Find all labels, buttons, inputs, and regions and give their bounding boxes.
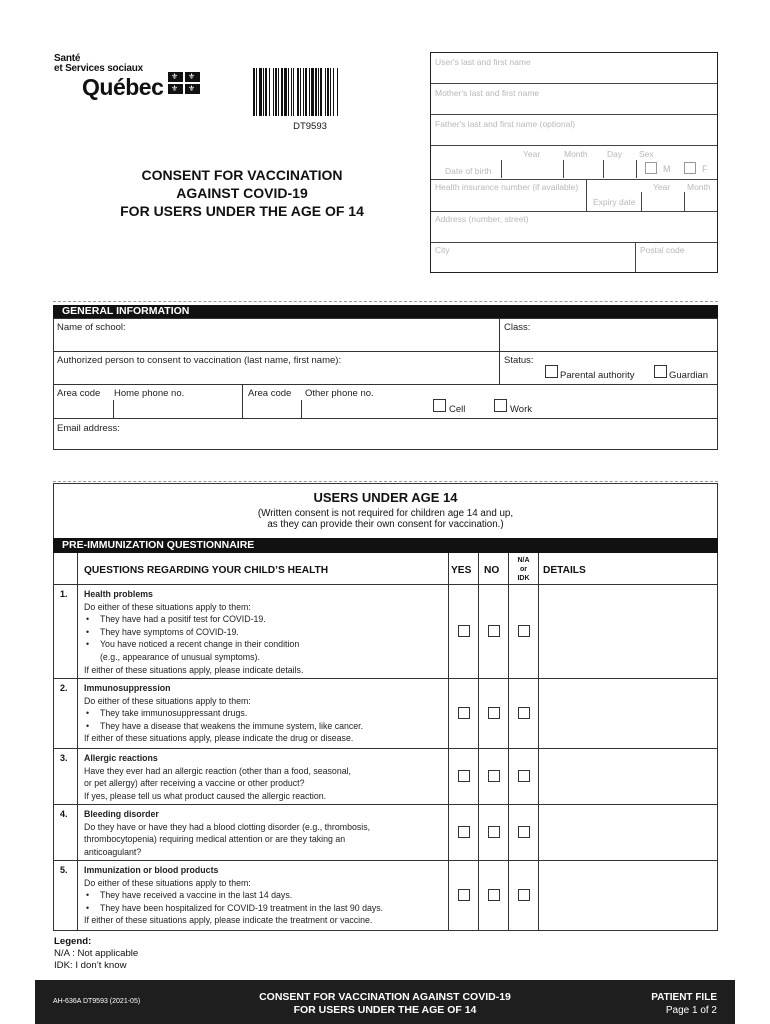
question-row-3 xyxy=(54,749,717,805)
legend xyxy=(54,936,138,972)
expiry-label: Expiry date xyxy=(593,197,636,207)
class-label: Class: xyxy=(504,322,531,333)
q4-na-idk-checkbox[interactable] xyxy=(518,826,530,838)
logo-quebec: Québec xyxy=(82,74,164,100)
barcode xyxy=(253,68,367,132)
expiry-month-label: Month xyxy=(687,182,711,192)
question-title: Health problems xyxy=(84,589,153,599)
authorized-person-field[interactable] xyxy=(54,352,500,385)
questionnaire-header: PRE-IMMUNIZATION QUESTIONNAIRE xyxy=(53,538,718,553)
email-label: Email address: xyxy=(57,423,120,434)
form-title xyxy=(100,166,384,220)
footer-page: Page 1 of 2 xyxy=(665,1005,717,1016)
question-line: thrombocytopenia) requiring medical attention or are they taking an xyxy=(84,834,346,845)
col-no: NO xyxy=(484,565,500,576)
logo xyxy=(54,54,204,104)
dob-year-label: Year xyxy=(523,149,541,159)
question-line: or pet allergy) after receiving a vaccine or other product? xyxy=(84,778,305,789)
question-row-4 xyxy=(54,805,717,861)
footer-code: AH-636A DT9593 (2021-05) xyxy=(53,998,141,1005)
question-bullet xyxy=(84,720,446,733)
city-field[interactable] xyxy=(431,243,635,272)
users-title: USERS UNDER AGE 14 xyxy=(313,490,458,505)
col-na: N/A xyxy=(517,557,530,564)
barcode-bar xyxy=(327,68,329,116)
question-line: anticoagulant? xyxy=(84,846,142,857)
q5-na-idk-checkbox[interactable] xyxy=(518,889,530,901)
question-row-5 xyxy=(54,861,717,931)
question-row-1 xyxy=(54,585,717,679)
expiry-year-label: Year xyxy=(653,182,671,192)
question-bullet xyxy=(84,889,446,902)
address-field[interactable] xyxy=(431,212,717,243)
logo-services: et Services sociaux xyxy=(54,63,144,74)
work-checkbox[interactable] xyxy=(494,399,507,412)
home-phone-label: Home phone no. xyxy=(114,388,185,399)
barcode-bar xyxy=(278,68,279,116)
legend-idk: IDK: I don’t know xyxy=(54,960,127,971)
q3-yes-checkbox[interactable] xyxy=(458,770,470,782)
footer-title-1: CONSENT FOR VACCINATION AGAINST COVID-19 xyxy=(259,991,511,1003)
footer-patient-file: PATIENT FILE xyxy=(651,992,717,1003)
col-questions: QUESTIONS REGARDING YOUR CHILD’S HEALTH xyxy=(84,565,329,576)
barcode-bar xyxy=(273,68,274,116)
barcode-bar xyxy=(315,68,317,116)
q2-na-idk-checkbox[interactable] xyxy=(518,707,530,719)
q5-yes-checkbox[interactable] xyxy=(458,889,470,901)
barcode-bar xyxy=(325,68,326,116)
col-yes: YES xyxy=(451,565,472,576)
question-line: Do either of these situations apply to them: xyxy=(84,601,251,612)
col-details: DETAILS xyxy=(543,565,586,576)
barcode-bar xyxy=(269,68,270,116)
quebec-flag-icon: ⚜ ⚜ ⚜ ⚜ xyxy=(168,72,200,94)
guardian-label: Guardian xyxy=(669,370,709,381)
q2-details-field[interactable] xyxy=(539,679,717,749)
question-line: Do either of these situations apply to them: xyxy=(84,877,251,888)
users-note-1: (Written consent is not required for children age 14 and up, xyxy=(257,508,514,519)
area-code-label-2: Area code xyxy=(248,388,292,399)
question-number: 4. xyxy=(60,809,68,819)
postal-code-field[interactable] xyxy=(635,243,717,272)
user-id-box xyxy=(430,52,718,273)
sex-label: Sex xyxy=(639,149,654,159)
q4-yes-checkbox[interactable] xyxy=(458,826,470,838)
postal-code-label: Postal code xyxy=(640,245,685,255)
bullet-icon: • xyxy=(86,614,90,625)
legend-na: N/A : Not applicable xyxy=(54,948,139,959)
question-line: Do either of these situations apply to them: xyxy=(84,695,251,706)
question-number: 2. xyxy=(60,683,68,693)
email-field[interactable] xyxy=(54,419,717,449)
class-field[interactable] xyxy=(500,319,717,352)
city-label: City xyxy=(435,245,450,255)
home-phone-field[interactable] xyxy=(114,400,242,418)
q2-yes-checkbox[interactable] xyxy=(458,707,470,719)
barcode-bar xyxy=(311,68,314,116)
q3-no-checkbox[interactable] xyxy=(488,770,500,782)
dob-row xyxy=(431,146,717,180)
authorized-person-label: Authorized person to consent to vaccination (last name, first name): xyxy=(57,355,342,366)
bullet-text: You have noticed a recent change in their condition xyxy=(100,639,300,650)
q1-yes-checkbox[interactable] xyxy=(458,625,470,637)
title-line-2: AGAINST COVID-19 xyxy=(176,185,308,201)
barcode-text: DT9593 xyxy=(293,121,327,132)
question-title: Immunization or blood products xyxy=(84,865,219,875)
dob-day-label: Day xyxy=(607,149,623,159)
bullet-icon: • xyxy=(86,626,90,637)
logo-sante: Santé xyxy=(54,53,81,64)
footer-title-2: FOR USERS UNDER THE AGE OF 14 xyxy=(293,1004,477,1016)
parental-authority-label: Parental authority xyxy=(560,370,635,381)
bullet-text: They have received a vaccine in the last 14 days. xyxy=(100,890,293,901)
question-line: Have they ever had an allergic reaction (other than a food, seasonal, xyxy=(84,765,352,776)
bullet-text: They have symptoms of COVID-19. xyxy=(100,626,239,637)
phone-row xyxy=(54,385,717,419)
bullet-icon: • xyxy=(86,890,90,901)
question-line: (e.g., appearance of unusual symptoms). xyxy=(100,651,260,662)
dob-year-field[interactable] xyxy=(501,160,563,178)
barcode-bar xyxy=(275,68,277,116)
bullet-icon: • xyxy=(86,639,90,650)
question-title: Bleeding disorder xyxy=(84,809,159,819)
school-label: Name of school: xyxy=(57,322,126,333)
other-phone-label: Other phone no. xyxy=(305,388,374,399)
title-line-3: FOR USERS UNDER THE AGE OF 14 xyxy=(120,203,364,219)
mother-name-label: Mother's last and first name xyxy=(435,88,540,98)
q2-no-checkbox[interactable] xyxy=(488,707,500,719)
question-number: 3. xyxy=(60,753,68,763)
q5-no-checkbox[interactable] xyxy=(488,889,500,901)
home-area-code-field[interactable] xyxy=(54,400,114,418)
barcode-bar xyxy=(305,68,307,116)
q1-no-checkbox[interactable] xyxy=(488,625,500,637)
sex-f-checkbox[interactable] xyxy=(684,162,696,174)
bullet-icon: • xyxy=(86,902,90,913)
question-bullet xyxy=(84,707,446,720)
address-label: Address (number, street) xyxy=(435,214,529,224)
area-code-label-1: Area code xyxy=(57,388,101,399)
question-number: 5. xyxy=(60,865,68,875)
bullet-icon: • xyxy=(86,720,90,731)
sex-m-checkbox[interactable] xyxy=(645,162,657,174)
barcode-bar xyxy=(318,68,319,116)
bullet-text: They have had a positif test for COVID-19. xyxy=(100,614,266,625)
bullet-icon: • xyxy=(86,708,90,719)
status-field xyxy=(500,352,717,385)
question-line: If either of these situations apply, please indicate the treatment or vaccine. xyxy=(84,915,373,926)
question-line: If either of these situations apply, please indicate details. xyxy=(84,664,304,675)
mother-name-field[interactable] xyxy=(431,84,717,115)
barcode-bar xyxy=(288,68,289,116)
question-line: Do they have or have they had a blood clotting disorder (e.g., thrombosis, xyxy=(84,821,371,832)
question-bullet xyxy=(84,638,446,651)
expiry-field[interactable] xyxy=(641,192,685,211)
general-info-box xyxy=(53,318,718,450)
q5-details-field[interactable] xyxy=(539,861,717,931)
users-under-14-section xyxy=(53,481,718,931)
bullet-text: They have a disease that weakens the immune system, like cancer. xyxy=(100,720,364,731)
q1-na-idk-checkbox[interactable] xyxy=(518,625,530,637)
question-title: Immunosuppression xyxy=(84,683,171,693)
father-name-label: Father's last and first name (optional) xyxy=(435,119,576,129)
general-info-section xyxy=(53,301,718,450)
general-info-header: GENERAL INFORMATION xyxy=(53,305,718,318)
col-or: or xyxy=(520,566,527,573)
question-title: Allergic reactions xyxy=(84,753,158,763)
barcode-bar xyxy=(330,68,331,116)
barcode-bar xyxy=(309,68,310,116)
q1-details-field[interactable] xyxy=(539,585,717,679)
q3-details-field[interactable] xyxy=(539,749,717,805)
health-insurance-label: Health insurance number (if available) xyxy=(435,182,579,192)
dob-month-label: Month xyxy=(564,149,588,159)
legend-title: Legend: xyxy=(54,936,92,947)
footer xyxy=(35,980,735,1024)
cell-label: Cell xyxy=(449,404,466,415)
sex-m-label: M xyxy=(663,164,671,174)
guardian-checkbox[interactable] xyxy=(654,365,667,378)
barcode-bar xyxy=(281,68,283,116)
barcode-bar xyxy=(263,68,264,116)
question-row-2 xyxy=(54,679,717,749)
health-insurance-row xyxy=(431,180,717,212)
cell-checkbox[interactable] xyxy=(433,399,446,412)
parental-authority-checkbox[interactable] xyxy=(545,365,558,378)
barcode-bar xyxy=(337,68,338,116)
question-line: If either of these situations apply, please indicate the drug or disease. xyxy=(84,733,354,744)
users-header-box xyxy=(53,483,718,538)
q3-na-idk-checkbox[interactable] xyxy=(518,770,530,782)
barcode-bar xyxy=(256,68,257,116)
work-label: Work xyxy=(510,404,532,415)
barcode-bar xyxy=(303,68,304,116)
status-label: Status: xyxy=(504,355,534,366)
col-idk: IDK xyxy=(517,575,530,582)
dob-month-field[interactable] xyxy=(563,160,603,178)
barcode-bar xyxy=(259,68,262,116)
table-header-row xyxy=(54,553,717,585)
barcode-bar xyxy=(320,68,322,116)
barcode-bar xyxy=(265,68,267,116)
barcode-icon xyxy=(253,68,367,116)
dob-label: Date of birth xyxy=(445,166,492,176)
question-bullet xyxy=(84,613,446,626)
user-name-label: User's last and first name xyxy=(435,57,531,67)
q4-details-field[interactable] xyxy=(539,805,717,861)
school-field[interactable] xyxy=(54,319,500,352)
questionnaire-table xyxy=(53,553,718,931)
barcode-bar xyxy=(253,68,255,116)
barcode-bar xyxy=(291,68,292,116)
q4-no-checkbox[interactable] xyxy=(488,826,500,838)
dob-day-field[interactable] xyxy=(603,160,637,178)
other-phone-field[interactable] xyxy=(302,400,430,418)
barcode-bar xyxy=(333,68,334,116)
users-note-2: as they can provide their own consent for vaccination.) xyxy=(267,519,504,530)
bullet-text: They have been hospitalized for COVID-19 treatment in the last 90 days. xyxy=(100,902,384,913)
bullet-text: They take immunosuppressant drugs. xyxy=(100,708,248,719)
barcode-bar xyxy=(284,68,287,116)
sex-f-label: F xyxy=(702,164,708,174)
barcode-bar xyxy=(293,68,294,116)
barcode-bar xyxy=(297,68,299,116)
other-area-code-field[interactable] xyxy=(243,400,302,418)
health-insurance-field[interactable] xyxy=(431,180,587,211)
title-line-1: CONSENT FOR VACCINATION xyxy=(141,167,343,183)
question-number: 1. xyxy=(60,589,68,599)
question-bullet xyxy=(84,626,446,639)
question-bullet xyxy=(84,902,446,915)
barcode-bar xyxy=(300,68,301,116)
user-name-field[interactable] xyxy=(431,53,717,84)
father-name-field[interactable] xyxy=(431,115,717,146)
question-line: If yes, please tell us what product caused the allergic reaction. xyxy=(84,790,327,801)
